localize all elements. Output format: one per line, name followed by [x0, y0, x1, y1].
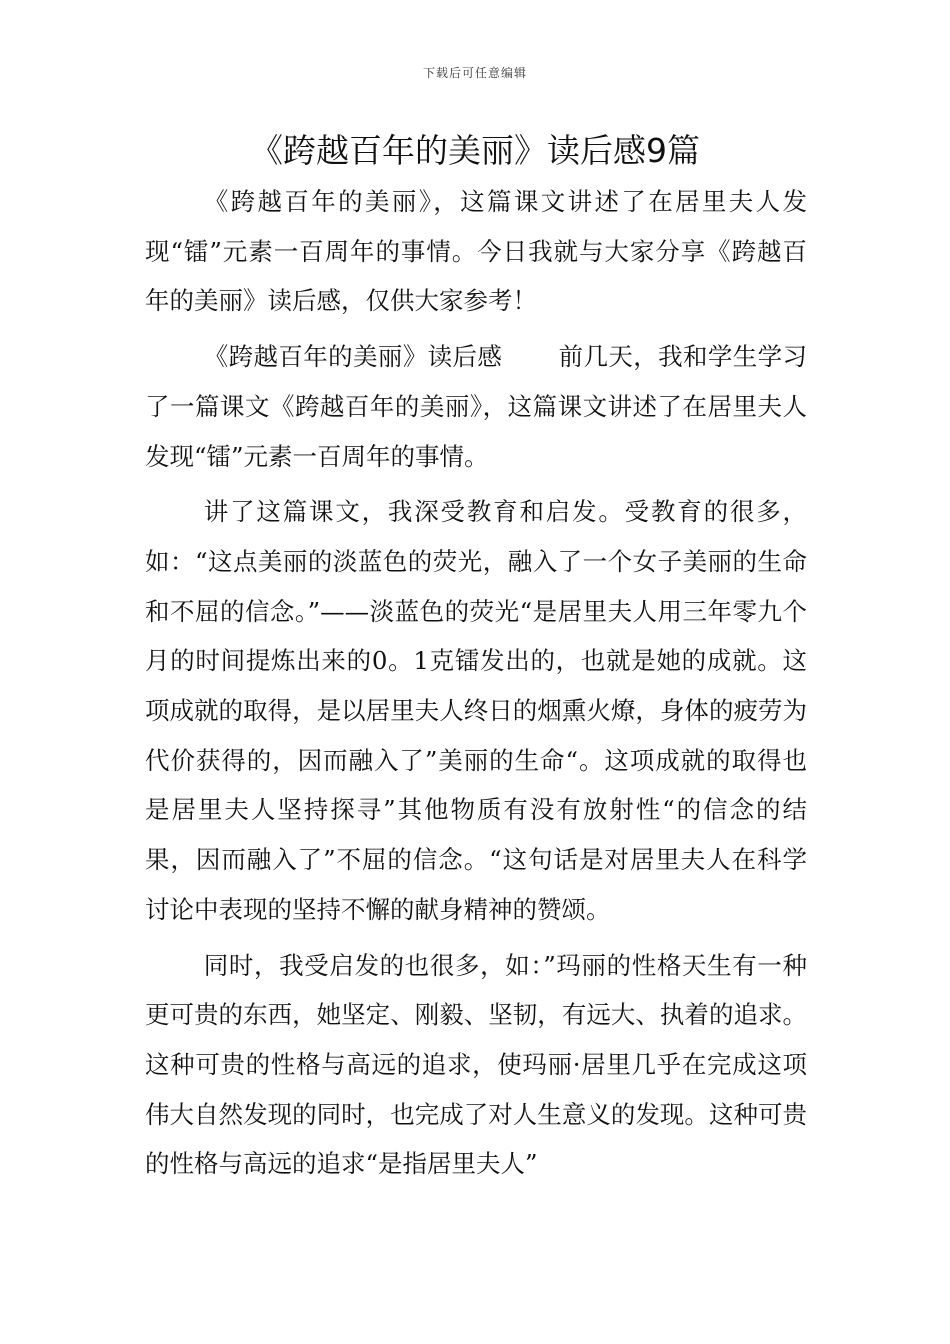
intro-paragraph: 《跨越百年的美丽》，这篇课文讲述了在居里夫人发现“镭”元素一百周年的事情。今日我就与大家分享《跨越百年的美丽》读后感，仅供大家参考！ [145, 187, 807, 316]
body-paragraph-education: 讲了这篇课文，我深受教育和启发。受教育的很多，如：“这点美丽的淡蓝色的荧光，融入了一个女子美丽的生命和不屈的信念。”——淡蓝色的荧光“是居里夫人用三年零九个月的时间提炼出来的0。1克镭发出的，也就是她的成就。这项成就的取得，是以居里夫人终日的烟熏火燎，身体的疲劳为代价获得的，因而融入了”美丽的生命“。这项成就的取得也是居里夫人坚持探寻”其他物质有没有放射性“的信念的结果，因而融入了”不屈的信念。“这句话是对居里夫人在科学讨论中表现的坚持不懈的献身精神的赞颂。 [145, 497, 807, 924]
document-body [145, 177, 807, 1195]
section-text: 前几天，我和学生学习了一篇课文《跨越百年的美丽》，这篇课文讲述了在居里夫人发现“镭”元素一百周年的事情。 [145, 342, 808, 471]
document-title: 《跨越百年的美丽》读后感9篇 [250, 131, 700, 170]
page-header-note: 下载后可任意编辑 [422, 66, 527, 80]
body-paragraph-inspiration: 同时，我受启发的也很多，如：”玛丽的性格天生有一种更可贵的东西，她坚定、刚毅、坚韧，有远大、执着的追求。这种可贵的性格与高远的追求，使玛丽·居里几乎在完成这项伟大自然发现的同时，也完成了对人生意义的发现。这种可贵的性格与高远的追求“是指居里夫人” [145, 950, 807, 1179]
section-paragraph [145, 332, 807, 481]
section-heading: 《跨越百年的美丽》读后感 [203, 342, 503, 372]
